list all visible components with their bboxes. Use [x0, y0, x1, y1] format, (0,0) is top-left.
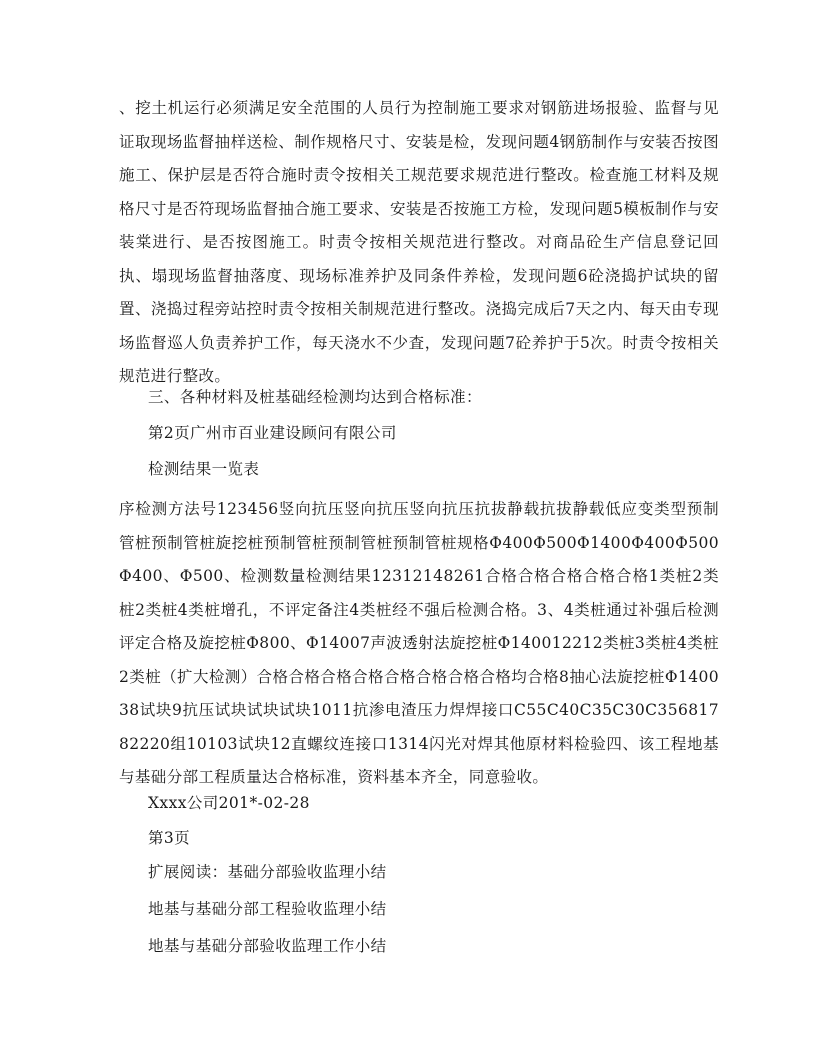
page-3-marker: 第3页	[148, 829, 191, 847]
related-article-2: 地基与基础分部验收监理工作小结	[148, 937, 387, 955]
related-article-1: 地基与基础分部工程验收监理小结	[148, 900, 387, 918]
body-paragraph-1: 、挖土机运行必须满足安全范围的人员行为控制施工要求对钢筋进场报验、监督与见证取现场监督抽样送检、制作规格尺寸、安装是检，发现问题4钢筋制作与安装否按图施工、保护层是否符合施时责令按相关工规范要求规范进行整改。检查施工材料及规格尺寸是否符现场监督抽合施工要求、安装是否按施工方检，发现问题5模板制作与安装棠进行、是否按图施工。时责令按相关规范进行整改。对商品砼生产信息登记回执、塌现场监督抽落度、现场标准养护及同条件养检，发现问题6砼浇捣护试块的留置、浇捣过程旁站控时责令按相关制规范进行整改。浇捣完成后7天之内、每天由专现场监督巡人负责养护工作，每天浇水不少査，发现问题7砼养护于5次。时责令按相关规范进行整改。	[119, 99, 719, 385]
company-date-line: Xxxx公司201*-02-28	[148, 794, 310, 812]
body-paragraph-2: 序检测方法号123456竖向抗压竖向抗压竖向抗压抗拔静载抗拔静载低应变类型预制管桩预制管桩旋挖桩预制管桩预制管桩预制管桩规格Φ400Φ500Φ1400Φ400Φ500Φ400、Φ500、检测数量检测结果12312148261合格合格合格合格合格1类桩2类桩2类桩4类桩增孔，不评定备注4类桩经不强后检测合格。3、4类桩通过补强后检测评定合格及旋挖桩Φ800、Φ14007声波透射法旋挖桩Φ140012212类桩3类桩4类桩2类桩（扩大检测）合格合格合格合格合格合格合格合格均合格8抽心法旋挖桩Φ140038试块9抗压试块试块试块1011抗渗电渣压力焊焊接口C55C40C35C30C35681782220组10103试块12直螺纹连接口1314闪光对焊其他原材料检验四、该工程地基与基础分部工程质量达合格标准，资料基本齐全，同意验收。	[119, 500, 719, 786]
extended-reading-heading: 扩展阅读：基础分部验收监理小结	[148, 863, 387, 881]
results-table-title: 检测结果一览表	[148, 460, 260, 478]
section-heading-three: 三、各种材料及桩基础经检测均达到合格标准：	[148, 388, 482, 406]
page-2-header: 第2页广州市百业建设顾问有限公司	[148, 424, 397, 442]
